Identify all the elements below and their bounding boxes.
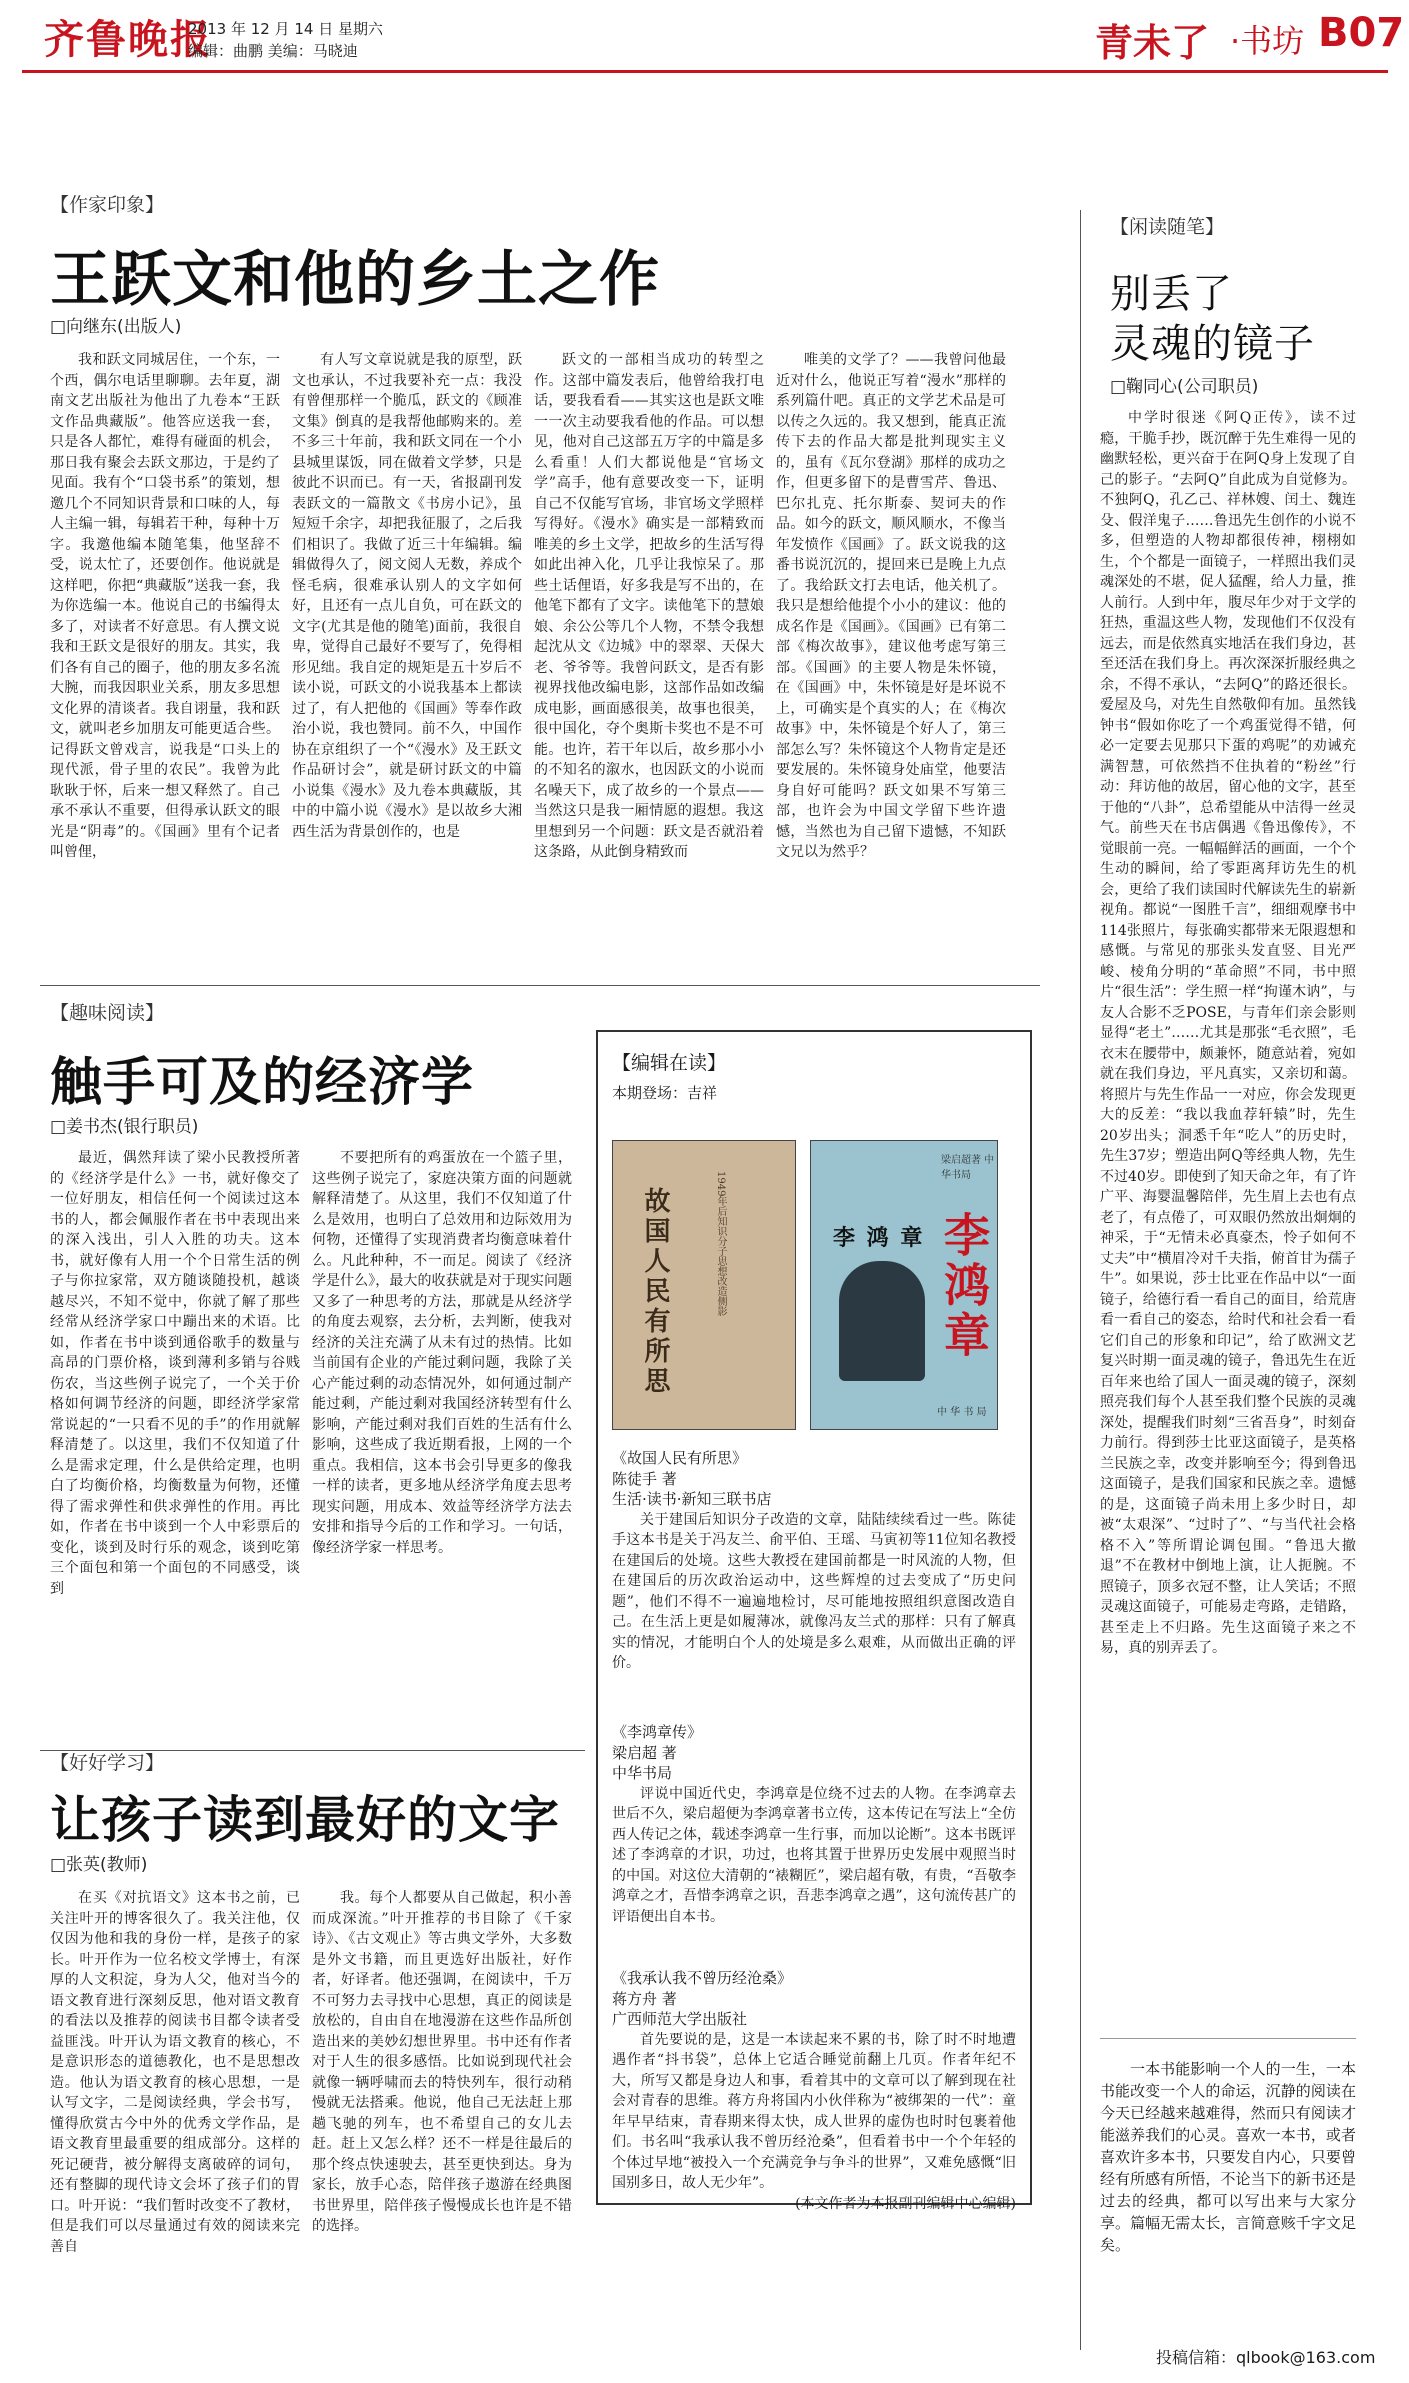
article1-col3-text: 跃文的一部相当成功的转型之作。这部中篇发表后，他曾给我打电话，要我看看——其实这也是跃文唯一一次主动要我看他的作品。可以想见，他对自己这部五万字的中篇是多么看重！人们大都说他是“官场文学”高手，他有意要改变一下，证明自己不仅能写官场，非官场文学照样写得好。《漫水》确实是一部精致而唯美的乡土文学，把故乡的生活写得如此出神入化，几乎让我惊呆了。那些土话俚语，好多我是写不出的，在他笔下都有了文字。读他笔下的慧娘娘、余公公等几个人物，不禁令我想起沈从文《边城》中的翠翠、天保大老、爷爷等。我曾问跃文，是否有影视界找他改编电影，这部作品如改编成电影，画面感很美，故事也很美，很中国化，夺个奥斯卡奖也不是不可能。也许，若干年以后，故乡那小小的不知名的溆水，也因跃文的小说而名噪天下，成了故乡的一个景点——当然这只是我一厢情愿的遐想。我这里想到另一个问题：跃文是否就沿着这条路，从此倒身精致而	[534, 352, 764, 860]
article3-byline: □张英(教师)	[50, 1855, 148, 1875]
article2-tag: 【趣味阅读】	[50, 1002, 165, 1024]
book-review: 首先要说的是，这是一本读起来不累的书，除了时不时地遭遇作者“抖书袋”，总体上它适合睡觉前翻上几页。作者年纪不大，所写又都是身边人和事，看着其中的文章可以了解到现在社会对青春的思维。蒋方舟将国内小伙伴称为“被绑架的一代”：童年早早结束，青春期来得太快，成人世界的虚伪也时时包裹着他们。书名叫“我承认我不曾历经沧桑”，但看着书中一个个年轻的个体过早地“被投入一个充满竞争与争斗的世界”，又难免感慨“旧国别多日，故人无少年”。	[612, 2031, 1016, 2191]
call-for-submissions-text: 一本书能影响一个人的一生，一本书能改变一个人的命运，沉静的阅读在今天已经越来越难得，然而只有阅读才能滋养我们的心灵。喜欢一本书，或者喜欢许多本书，只要发自内心，只要曾经有所感有所悟，不论当下的新书还是过去的经典，都可以写出来与大家分享。篇幅无需太长，言简意赅千字文足矣。	[1100, 2060, 1356, 2254]
book-title: 《李鸿章传》	[612, 1723, 703, 1741]
editor-box-tag: 【编辑在读】	[612, 1052, 727, 1074]
right-article-byline: □鞠同心(公司职员)	[1110, 377, 1259, 397]
article1-column-1	[50, 350, 280, 975]
header-divider	[22, 70, 1388, 73]
book-cover-image	[612, 1140, 796, 1430]
book-publisher: 中华书局	[612, 1764, 673, 1782]
book-publisher: 广西师范大学出版社	[612, 2010, 748, 2028]
masthead-logo: 齐鲁晚报	[44, 16, 212, 63]
article1-col4-text: 唯美的文学了？——我曾问他最近对什么，他说正写着“漫水”那样的系列篇什吧。真正的文学艺术品是可以传之久远的。我又想到，能真正流传下去的作品大都是批判现实主义的，虽有《瓦尔登湖》那样的成功之作，但更多留下的是曹雪芹、鲁迅、巴尔扎克、托尔斯泰、契诃夫的作品。如今的跃文，顺风顺水，不像当年发愤作《国画》了。跃文说我的这番书说沉沉的，提回来已是晚上九点了。我给跃文打去电话，他关机了。我只是想给他提个小小的建议：他的成名作是《国画》。《国画》已有第二部《梅次故事》，建议他考虑写第三部。《国画》的主要人物是朱怀镜，在《国画》中，朱怀镜是好是坏说不上，可确实是个真实的人；在《梅次故事》中，朱怀镜是个好人了，第三部怎么写？朱怀镜这个人物肯定是还要发展的。朱怀镜身处庙堂，他要洁身自好可能吗？跃文如果不写第三部，也许会为中国文学留下些许遗憾，当然也为自己留下遗憾，不知跃文兄以为然乎？	[776, 352, 1006, 860]
article1-column-3	[534, 350, 764, 975]
right-article-text: 中学时很迷《阿Q正传》，读不过瘾，干脆手抄，既沉醉于先生难得一见的幽默轻松，更兴奋于在阿Q身上发现了自己的影子。“去阿Q”自此成为自觉修为。不独阿Q，孔乙己、祥林嫂、闰土、魏连殳、假洋鬼子……鲁迅先生创作的小说不多，但塑造的人物却都很传神，栩栩如生，个个都是一面镜子，一样照出我们灵魂深处的不堪，促人猛醒，给人力量，推人前行。人到中年，腹尽年少对于文学的狂热，重温这些人物，发现他们不仅没有远去，而是依然真实地活在我们身边，甚至还活在我们身上。再次深深折服经典之余，不得不承认，“去阿Q”的路还很长。爱屋及乌，对先生自然敬仰有加。虽然钱钟书“假如你吃了一个鸡蛋觉得不错，何必一定要去见那只下蛋的鸡呢”的劝诫充满智慧，可依然挡不住执着的“粉丝”行动：拜访他的故居，留心他的文字，甚至于他的“八卦”，总希望能从中洁得一丝灵气。前些天在书店偶遇《鲁迅像传》，不觉眼前一亮。一幅幅鲜活的画面，一个个生动的瞬间，给了零距离拜访先生的机会，更给了我们读国时代解读先生的崭新视角。都说“一图胜千言”，细细观摩书中114张照片，每张确实都带来无限遐想和感慨。与常见的那张头发直竖、目光严峻、棱角分明的“革命照”不同，书中照片“很生活”：学生照一样“拘谨木讷”，与友人合影不乏POSE，与青年们亲会影则显得“老土”……尤其是那张“毛衣照”，毛衣末在腰带中，颇兼怀，随意站着，宛如就在我们身边，平凡真实，又亲切和蔼。将照片与先生作品一一对应，你会发现更大的反差：“我以我血荐轩辕”时，先生20岁出头；洞悉千年“吃人”的历史时，先生37岁；塑造出阿Q等经典人物，先生不过40岁。即使到了知天命之年，有了许广平、海婴温馨陪伴，先生眉上去也有点老了，有点倦了，可双眼仍然放出炯炯的神采，于“无情未必真豪杰，怜子如何不丈夫”中“横眉冷对千夫指，俯首甘为孺子牛”。如果说，莎士比亚在作品中以“一面镜子，给德行看一看自己的面目，给荒唐看一看自己的姿态，给时代和社会看一看它们自己的形象和印记”，给了欧洲文艺复兴时期一面灵魂的镜子，鲁迅先生在近百年来也给了国人一面灵魂的镜子，深刻照亮我们每个人甚至我们整个民族的灵魂深处，提醒我们时刻“三省吾身”，时刻奋力前行。得到莎士比亚这面镜子，是英格兰民族之幸，改变并影响至今；得到鲁迅这面镜子，是我们国家和民族之幸。遗憾的是，这面镜子尚未用上多少时日，却被“太艰深”、“过时了”、“与当代社会格格不入”等所谓论调包围。“鲁迅大撤退”不在教材中倒地上演，让人扼腕。不照镜子，顶多衣冠不整，让人笑话；不照灵魂这面镜子，可能易走弯路，走错路，甚至走上不归路。先生这面镜子来之不易，真的别弄丢了。	[1100, 410, 1356, 1656]
article3-tag: 【好好学习】	[50, 1752, 165, 1774]
editor-box-presenter: 本期登场：吉祥	[612, 1084, 718, 1102]
call-for-submissions	[1100, 2058, 1356, 2338]
book-review: 评说中国近代史，李鸿章是位绕不过去的人物。在李鸿章去世后不久，梁启超便为李鸿章著书立传，这本传记在写法上“全仿西人传记之体，载述李鸿章一生行事，而加以论断”。这本书既评述了李鸿章的才识，功过，也将其置于世界历史发展中观照当时的中国。对这位大清朝的“裱糊匠”，梁启超有敬，有贵，“吾敬李鸿章之才，吾惜李鸿章之识，吾悲李鸿章之遇”，这句流传甚广的评语便出自本书。	[612, 1785, 1016, 1925]
right-tail-divider	[1100, 2038, 1356, 2039]
article3-col2-text: 我。每个人都要从自己做起，积小善而成深流。”叶开推荐的书目除了《千家诗》、《古文观止》等古典文学外，大多数是外文书籍，而且更选好出版社，好作者，好译者。他还强调，在阅读中，千万不可努力去寻找中心思想，真正的阅读是放松的，自由自在地漫游在这些作品所创造出来的美妙幻想世界里。书中还有作者对于人生的很多感悟。比如说到现代社会就像一辆呼啸而去的特快列车，很行动稍慢就无法搭乘。他说，他自己无法赶上那趟飞驰的列车，也不希望自己的女儿去赶。赶上又怎么样？还不一样是往最后的那个终点快速驶去，甚至更快到达。身为家长，放手心态，陪伴孩子遨游在经典图书世界里，陪伴孩子慢慢成长也许是不错的选择。	[312, 1890, 572, 2234]
book-author: 蒋方舟 著	[612, 1989, 677, 2008]
article2-title: 触手可及的经济学	[50, 1052, 475, 1113]
book-author: 梁启超 著	[612, 1743, 677, 1762]
book-cover-publisher: 中 华 书 局	[937, 1407, 987, 1418]
book-review: 关于建国后知识分子改造的文章，陆陆续续看过一些。陈徒手这本书是关于冯友兰、俞平伯、王瑶、马寅初等11位知名教授在建国后的处境。这些大教授在建国前都是一时风流的人物，但在建国后的历次政治运动中，这些辉煌的过去变成了“历史问题”，他们不得不一遍遍地检讨，尽可能地按照组织意图改造自己。在生活上更是如履薄冰，就像冯友兰式的那样：只有了解真实的情况，才能明白个人的处境是多么艰难，从而做出正确的评价。	[612, 1511, 1016, 1671]
section-subname: ·书坊	[1230, 22, 1305, 60]
article1-col1-text: 我和跃文同城居住，一个东，一个西，偶尔电话里聊聊。去年夏，湖南文艺出版社为他出了九卷本“王跃文作品典藏版”。他答应送我一套，只是各人都忙，难得有碰面的机会，那日我有聚会去跃文那边，于是约了见面。我有个“口袋书系”的策划，想邀几个不同知识背景和口味的人，每人主编一辑，每辑若干种，每种十万字。我邀他编本随笔集，他坚辞不受，说太忙了，还要创作。他说就是这样吧，你把“典藏版”送我一套，我为你选编一本。他说自己的书编得太多了，对读者不好意思。有人撰文说我和王跃文是很好的朋友。其实，我们各有自己的圈子，他的朋友多名流大腕，而我因职业关系，朋友多思想文化界的清谈者。我自诩量，我和跃文，就叫老乡加朋友可能更适合些。记得跃文曾戏言，说我是“口头上的现代派，骨子里的农民”。我曾为此耿耿于怀，后来一想又释然了。自己承不承认不重要，但得承认跃文的眼光是“阴毒”的。《国画》里有个记者叫曾俚，	[50, 352, 280, 860]
article1-column-4	[776, 350, 1006, 975]
article3-col1-text: 在买《对抗语文》这本书之前，已关注叶开的博客很久了。我关注他，仅仅因为他和我的身份一样，是孩子的家长。叶开作为一位名校文学博士，有深厚的人文积淀，身为人父，他对当今的语文教育进行深刻反思，他对语文教育的看法以及推荐的阅读书目都令读者受益匪浅。叶开认为语文教育的核心，不是意识形态的道德教化，也不是思想改造。他认为语文教育的核心思想，一是认写文字，二是阅读经典，学会书写，懂得欣赏古今中外的优秀文学作品，是语文教育里最重要的组成部分。这样的死记硬背，被分解得支离破碎的词句，还有整脚的现代诗文会坏了孩子们的胃口。叶开说：“我们暂时改变不了教材，但是我们可以尽量通过有效的阅读来完善自	[50, 1890, 300, 2255]
submission-email: 投稿信箱：qlbook@163.com	[1156, 2348, 1376, 2367]
portrait-image	[839, 1261, 925, 1381]
issue-date: 2013 年 12 月 14 日 星期六	[188, 20, 383, 38]
book-cover-series: 梁启超著 中华书局	[941, 1155, 995, 1181]
article2-col1-text: 最近，偶然拜读了梁小民教授所著的《经济学是什么》一书，就好像交了一位好朋友，相信任何一个阅读过这本书的人，都会佩服作者在书中表现出来的深入浅出，引人入胜的功夫。这本书，就好像有人用一个个日常生活的例子与你拉家常，双方随谈随投机，越谈越尽兴，不知不觉中，你就了解了那些经常从经济学家口中蹦出来的术语。比如，作者在书中谈到通俗歌手的数量与高昂的门票价格，谈到薄利多销与谷贱伤农，当这些例子说完了，一个关于价格如何调节经济的问题，即经济学家常常说起的“一只看不见的手”的作用就解释清楚了。以这里，我们不仅知道了什么是需求定理，什么是供给定理，也明白了均衡价格，均衡数量为何物，还懂得了需求弹性和供求弹性的作用。再比如，作者在书中谈到一个人中彩票后的变化，谈到及时行乐的观念，谈到吃第三个面包和第一个面包的不同感受，谈到	[50, 1150, 300, 1597]
book-entry	[612, 1968, 1016, 2214]
article1-title: 王跃文和他的乡土之作	[50, 245, 660, 315]
book-cover-title: 故国人民有所思	[640, 1187, 670, 1397]
article2-column-1	[50, 1148, 300, 1738]
article3-title: 让孩子读到最好的文字	[50, 1790, 560, 1849]
right-column-divider	[1080, 210, 1081, 2350]
right-article-title-line-1: 别丢了	[1110, 271, 1233, 317]
book-title: 《故国人民有所思》	[612, 1449, 748, 1467]
article1-divider	[40, 985, 1040, 986]
article1-tag: 【作家印象】	[50, 194, 165, 216]
article1-column-2	[292, 350, 522, 975]
article3-column-1	[50, 1888, 300, 2368]
right-article-title-line-2: 灵魂的镜子	[1110, 321, 1315, 367]
article2-col2-text: 不要把所有的鸡蛋放在一个篮子里，这些例子说完了，家庭决策方面的问题就解释清楚了。从这里，我们不仅知道了什么是效用，也明白了总效用和边际效用为何物，还懂得了实现消费者均衡意味着什么。凡此种种，不一而足。阅读了《经济学是什么》，最大的收获就是对于现实问题又多了一种思考的方法，那就是从经济学的角度去观察，去分析，去判断，使我对经济的关注充满了从未有过的热情。比如当前国有企业的产能过剩问题，我除了关心产能过剩的动态情况外，如何通过制产能过剩，产能过剩对我国经济转型有什么影响，产能过剩对我们百姓的生活有什么影响，这些成了我近期看报，上网的一个重点。我相信，这本书会引导更多的像我一样的读者，更多地从经济学角度去思考现实问题，用成本、效益等经济学方法去安排和指导今后的工作和学习。一句话，像经济学家一样思考。	[312, 1150, 572, 1556]
editor-credits: 编辑：曲鹏 美编：马晓迪	[188, 42, 358, 60]
right-article-body	[1100, 408, 1356, 2023]
article1-byline: □向继东(出版人)	[50, 317, 182, 337]
book-cover-calligraphy: 李鸿章	[937, 1211, 991, 1361]
page-number: B07	[1318, 10, 1405, 56]
article3-column-2	[312, 1888, 572, 2368]
book-title: 《我承认我不曾历经沧桑》	[612, 1969, 793, 1987]
article2-column-2	[312, 1148, 572, 1738]
book-cover-title: 李 鸿 章	[833, 1225, 925, 1251]
section-name: 青未了	[1095, 21, 1210, 65]
editor-note: (本文作者为本报副刊编辑中心编辑)	[795, 2195, 1016, 2212]
article2-byline: □姜书杰(银行职员)	[50, 1117, 199, 1137]
book-publisher: 生活·读书·新知三联书店	[612, 1490, 772, 1508]
book-author: 陈徒手 著	[612, 1469, 677, 1488]
book-cover-image	[810, 1140, 998, 1430]
article1-col2-text: 有人写文章说就是我的原型，跃文也承认，不过我要补充一点：我没有曾俚那样一个脆瓜，跃文的《顾准文集》倒真的是我帮他邮购来的。差不多三十年前，我和跃文同在一个小县城里谋饭，同在做着文学梦，只是彼此不识而已。有一天，省报副刊发表跃文的一篇散文《书房小记》，虽短短千余字，却把我征服了，之后我们相识了。我做了近三十年编辑。编辑做得久了，阅文阅人无数，养成个怪毛病，很难承认别人的文字如何好，且还有一点儿自负，可在跃文的文字(尤其是他的随笔)面前，我很自卑，觉得自己最好不要写了，免得相形见绌。我自定的规矩是五十岁后不读小说，可跃文的小说我基本上都读过了，有人把他的《国画》等奉作政治小说，我也赞同。前不久，中国作协在京组织了一个“《漫水》及王跃文作品研讨会”，就是研讨跃文的中篇小说集《漫水》及九卷本典藏版，其中的中篇小说《漫水》是以故乡大湘西生活为背景创作的，也是	[292, 352, 522, 840]
right-article-tag: 【闲读随笔】	[1110, 216, 1225, 238]
book-entry	[612, 1448, 1016, 1674]
book-cover-subtitle: 1949年后知识分子思想改造侧影	[715, 1171, 726, 1317]
book-entry	[612, 1722, 1016, 1927]
